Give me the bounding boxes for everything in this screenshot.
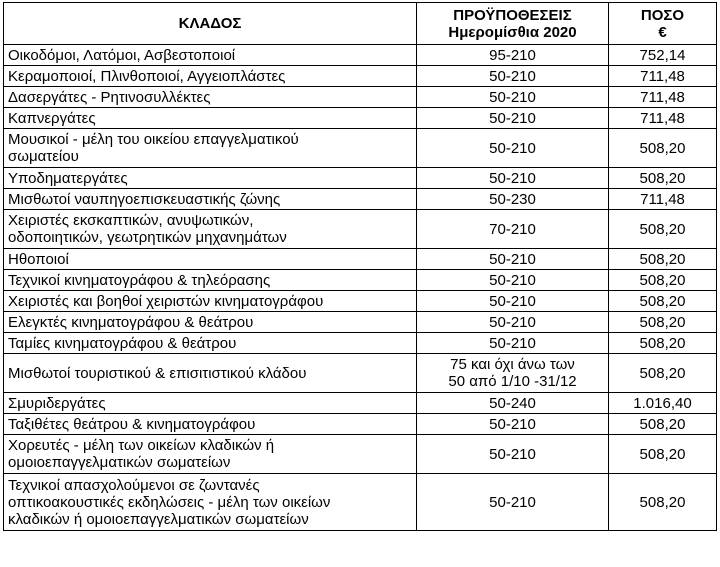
conditions-cell <box>417 45 609 66</box>
amount-cell-value: 508,20 <box>639 493 686 511</box>
amount-cell-value: 752,14 <box>639 46 686 64</box>
conditions-cell-line: 50-210 <box>489 493 536 511</box>
sector-cell-line: κλαδικών ή ομοιοεπαγγελματικών σωματείων <box>8 510 309 528</box>
table-row <box>4 87 717 108</box>
table-body <box>4 45 717 531</box>
amount-cell <box>609 108 717 129</box>
sector-cell <box>4 435 417 474</box>
sector-cell-line: Τεχνικοί κινηματογράφου & τηλεόρασης <box>8 271 271 289</box>
amount-cell <box>609 168 717 189</box>
amount-cell-value: 508,20 <box>639 139 686 157</box>
amount-cell <box>609 435 717 474</box>
sector-cell-line: Ταξιθέτες θεάτρου & κινηματογράφου <box>8 415 256 433</box>
sector-cell-line: Ελεγκτές κινηματογράφου & θεάτρου <box>8 313 254 331</box>
amount-cell <box>609 249 717 270</box>
conditions-cell <box>417 108 609 129</box>
sector-cell-line: Μουσικοί - μέλη του οικείου επαγγελματικού <box>8 131 299 148</box>
table-row <box>4 108 717 129</box>
sector-cell <box>4 312 417 333</box>
header-conditions: ΠΡΟΫΠΟΘΕΣΕΙΣ Ημερομίσθια 2020 <box>417 3 609 45</box>
sector-cell <box>4 87 417 108</box>
amount-cell <box>609 414 717 435</box>
amount-cell <box>609 393 717 414</box>
sector-cell <box>4 168 417 189</box>
sector-cell <box>4 249 417 270</box>
conditions-cell-line: 50-210 <box>489 415 536 433</box>
conditions-cell <box>417 210 609 249</box>
amount-cell-value: 508,20 <box>639 313 686 331</box>
amount-cell <box>609 333 717 354</box>
table-row <box>4 189 717 210</box>
amount-cell-value: 711,48 <box>640 88 685 106</box>
amount-cell <box>609 270 717 291</box>
sector-cell <box>4 414 417 435</box>
conditions-cell-line: 95-210 <box>489 46 536 64</box>
amount-cell-value: 1.016,40 <box>633 394 692 412</box>
conditions-cell-line: 50-210 <box>489 445 536 463</box>
conditions-cell <box>417 414 609 435</box>
conditions-cell <box>417 87 609 108</box>
sector-cell-line: Μισθωτοί τουριστικού & επισιτιστικού κλάδου <box>8 364 307 382</box>
conditions-cell <box>417 393 609 414</box>
conditions-cell-line: 75 και όχι άνω των <box>450 356 575 373</box>
sector-cell-line: Τεχνικοί απασχολούμενοι σε ζωντανές <box>8 476 260 494</box>
sector-cell-line: οδοποιητικών, γεωτρητικών μηχανημάτων <box>8 229 287 246</box>
sector-cell-line: Υποδηματεργάτες <box>8 169 128 187</box>
amount-cell <box>609 312 717 333</box>
conditions-cell-line: 50 από 1/10 -31/12 <box>448 373 577 390</box>
amount-cell-value: 508,20 <box>639 334 686 352</box>
conditions-cell-line: 50-210 <box>489 67 536 85</box>
conditions-cell <box>417 354 609 393</box>
amount-cell-value: 508,20 <box>639 169 686 187</box>
conditions-cell <box>417 270 609 291</box>
conditions-cell-line: 50-210 <box>489 271 536 289</box>
amount-cell <box>609 291 717 312</box>
sector-cell-line: Ταμίες κινηματογράφου & θεάτρου <box>8 334 237 352</box>
conditions-cell-line: 50-210 <box>489 334 536 352</box>
amount-cell <box>609 354 717 393</box>
amount-cell <box>609 45 717 66</box>
amount-cell-value: 508,20 <box>639 415 686 433</box>
sector-cell-line: Κεραμοποιοί, Πλινθοποιοί, Αγγειοπλάστες <box>8 67 286 85</box>
table-row <box>4 333 717 354</box>
sector-cell-line: Οικοδόμοι, Λατόμοι, Ασβεστοποιοί <box>8 46 236 64</box>
table-row <box>4 210 717 249</box>
conditions-cell <box>417 312 609 333</box>
table-row <box>4 354 717 393</box>
table-row <box>4 129 717 168</box>
conditions-cell <box>417 66 609 87</box>
sector-cell-line: Ηθοποιοί <box>8 250 69 268</box>
conditions-cell-line: 50-210 <box>489 313 536 331</box>
table-row <box>4 168 717 189</box>
sector-cell <box>4 354 417 393</box>
sector-cell <box>4 210 417 249</box>
table-row <box>4 45 717 66</box>
table-row <box>4 474 717 531</box>
sector-cell <box>4 108 417 129</box>
amount-cell-value: 711,48 <box>640 67 685 85</box>
conditions-cell-line: 50-210 <box>489 250 536 268</box>
conditions-cell <box>417 333 609 354</box>
conditions-cell-line: 50-210 <box>489 109 536 127</box>
sector-cell <box>4 66 417 87</box>
conditions-cell-line: 50-240 <box>489 394 536 412</box>
sector-cell <box>4 393 417 414</box>
sector-cell-line: Χειριστές και βοηθοί χειριστών κινηματογράφου <box>8 292 324 310</box>
sector-cell-line: Καπνεργάτες <box>8 109 96 127</box>
table-header-row <box>4 3 717 45</box>
sector-cell-line: Χειριστές εκσκαπτικών, ανυψωτικών, <box>8 212 254 229</box>
conditions-cell-line: 50-210 <box>489 169 536 187</box>
sector-cell <box>4 291 417 312</box>
sector-cell <box>4 474 417 531</box>
sector-cell-line: Μισθωτοί ναυπηγοεπισκευαστικής ζώνης <box>8 190 281 208</box>
header-amount: ΠΟΣΟ € <box>609 3 717 45</box>
conditions-cell <box>417 129 609 168</box>
amount-cell-value: 508,20 <box>639 292 686 310</box>
sector-cell <box>4 189 417 210</box>
amount-cell <box>609 87 717 108</box>
amount-cell-value: 711,48 <box>640 109 685 127</box>
conditions-cell-line: 50-230 <box>489 190 536 208</box>
table-row <box>4 291 717 312</box>
conditions-cell <box>417 189 609 210</box>
amount-cell-value: 508,20 <box>639 250 686 268</box>
sector-cell-line: Δασεργάτες - Ρητινοσυλλέκτες <box>8 88 211 106</box>
amount-cell-value: 508,20 <box>639 445 686 463</box>
table-row <box>4 249 717 270</box>
table-row <box>4 414 717 435</box>
table-row <box>4 270 717 291</box>
header-sector: ΚΛΑΔΟΣ <box>4 3 417 45</box>
conditions-cell-line: 70-210 <box>489 220 536 238</box>
sector-cell-line: οπτικοακουστικές εκδηλώσεις - μέλη των οικείων <box>8 493 331 511</box>
amount-cell <box>609 210 717 249</box>
conditions-cell-line: 50-210 <box>489 139 536 157</box>
conditions-cell-line: 50-210 <box>489 292 536 310</box>
amount-cell <box>609 66 717 87</box>
conditions-cell <box>417 249 609 270</box>
amount-cell-value: 508,20 <box>639 364 686 382</box>
sector-cell <box>4 333 417 354</box>
sector-cell <box>4 45 417 66</box>
table-row <box>4 66 717 87</box>
conditions-cell <box>417 474 609 531</box>
amount-cell <box>609 129 717 168</box>
sector-cell <box>4 270 417 291</box>
amount-cell <box>609 474 717 531</box>
benefits-table <box>3 2 717 531</box>
table-row <box>4 312 717 333</box>
table-row <box>4 393 717 414</box>
conditions-cell <box>417 291 609 312</box>
sector-cell-line: ομοιοεπαγγελματικών σωματείων <box>8 454 231 471</box>
amount-cell <box>609 189 717 210</box>
amount-cell-value: 508,20 <box>639 271 686 289</box>
sector-cell-line: Χορευτές - μέλη των οικείων κλαδικών ή <box>8 437 275 454</box>
sector-cell-line: Σμυριδεργάτες <box>8 394 106 412</box>
sector-cell <box>4 129 417 168</box>
sector-cell-line: σωματείου <box>8 148 79 165</box>
amount-cell-value: 508,20 <box>639 220 686 238</box>
conditions-cell-line: 50-210 <box>489 88 536 106</box>
conditions-cell <box>417 435 609 474</box>
conditions-cell <box>417 168 609 189</box>
table-row <box>4 435 717 474</box>
amount-cell-value: 711,48 <box>640 190 685 208</box>
